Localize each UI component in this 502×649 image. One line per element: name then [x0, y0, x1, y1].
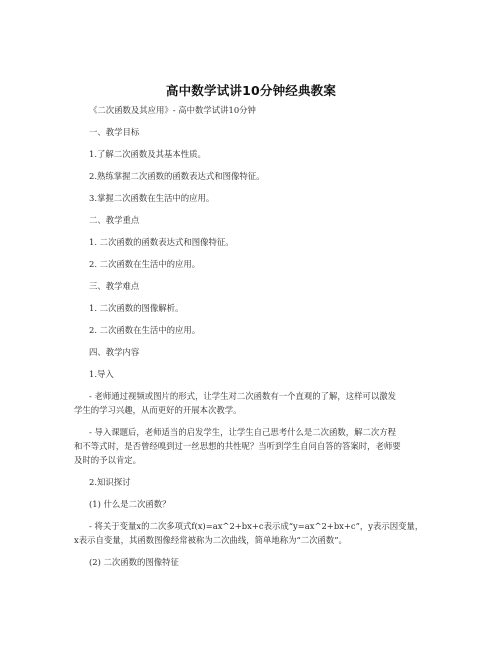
discussion-question-1: (1) 什么是二次函数？ [89, 499, 171, 509]
section-heading-difficulties: 三、教学难点 [89, 281, 140, 291]
content-subheading-discussion: 2.知识探讨 [89, 477, 131, 487]
objective-item-3: 3.掌握二次函数在生活中的应用。 [89, 193, 215, 203]
difficulty-item-1: 1. 二次函数的图像解析。 [89, 303, 184, 313]
section-heading-objectives: 一、教学目标 [89, 127, 140, 137]
document-title: 高中数学试讲10分钟经典教案 [165, 83, 337, 98]
objective-item-2: 2.熟练掌握二次函数的函数表达式和图像特征。 [89, 171, 265, 181]
intro-paragraph-1-line-2: 学生的学习兴趣，从而更好的开展本次教学。 [74, 405, 242, 415]
intro-paragraph-2-line-1: - 导入课题后，老师适当的启发学生，让学生自己思考什么是二次函数，解二次方程 [89, 427, 396, 437]
difficulty-item-2: 2. 二次函数在生活中的应用。 [89, 325, 201, 335]
section-heading-content: 四、教学内容 [89, 347, 140, 357]
intro-paragraph-1-line-1: - 老师通过视频或图片的形式，让学生对二次函数有一个直观的了解，这样可以激发 [89, 391, 396, 401]
intro-paragraph-2-line-3: 及时的予以肯定。 [74, 455, 141, 465]
definition-paragraph-line-2: x表示自变量，其函数图像经常被称为二次曲线，简单地称为“二次函数”。 [74, 535, 347, 545]
section-heading-key-points: 二、教学重点 [89, 215, 140, 225]
objective-item-1: 1.了解二次函数及其基本性质。 [89, 149, 206, 159]
key-point-item-2: 2. 二次函数在生活中的应用。 [89, 259, 201, 269]
subtitle-line: 《二次函数及其应用》- 高中数学试讲10分钟 [89, 105, 256, 115]
content-subheading-intro: 1.导入 [89, 369, 114, 379]
key-point-item-1: 1. 二次函数的函数表达式和图像特征。 [89, 237, 234, 247]
definition-paragraph-line-1: - 将关于变量x的二次多项式f(x)=ax^2+bx+c表示成“y=ax^2+bx+c”，y表示因变量， [89, 521, 424, 531]
discussion-question-2: (2) 二次函数的图像特征 [89, 557, 179, 567]
intro-paragraph-2-line-2: 和不等式时，是否曾经嗅到过一丝思想的共性呢？当听到学生自问自答的答案时，老师要 [74, 441, 401, 451]
